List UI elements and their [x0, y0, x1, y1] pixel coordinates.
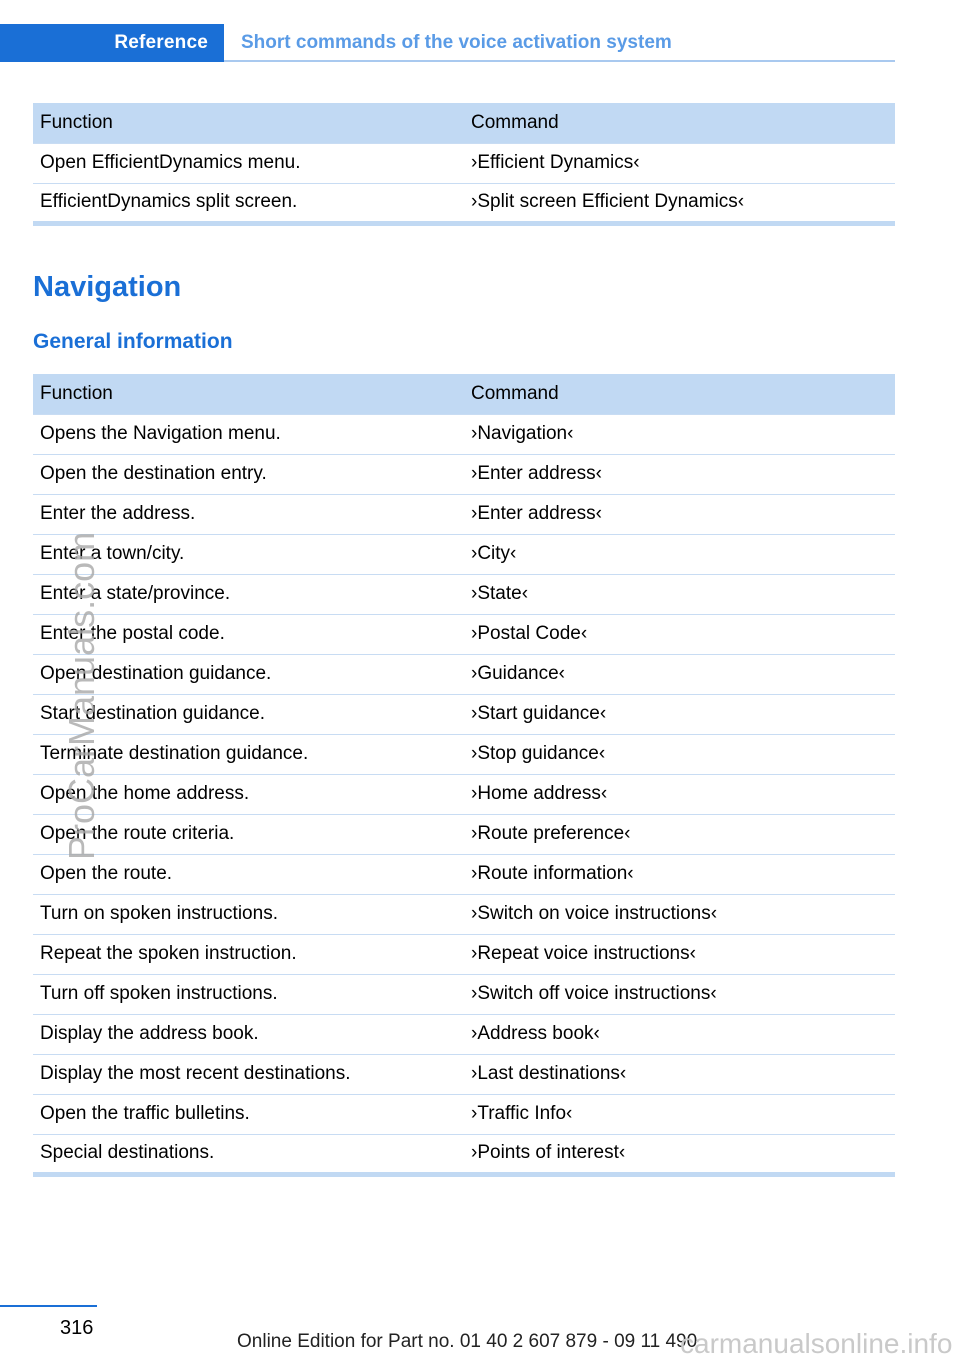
function-column-header: Function: [33, 374, 464, 414]
table-row: [33, 1054, 895, 1094]
table-row: [33, 183, 895, 223]
page-number: 316: [60, 1317, 94, 1339]
efficientdynamics-command-table: [33, 103, 895, 226]
table-row: [33, 143, 895, 183]
command-cell: ›Enter address‹: [464, 454, 895, 494]
watermark-text: ProCarManuals.com: [61, 531, 102, 860]
function-column-header: Function: [33, 103, 464, 143]
command-cell: ›State‹: [464, 574, 895, 614]
command-cell: ›Enter address‹: [464, 494, 895, 534]
site-watermark: carmanualsonline.info: [680, 1328, 953, 1359]
function-cell: Display the address book.: [33, 1014, 464, 1054]
table-row: [33, 854, 895, 894]
header-rule: [224, 60, 895, 62]
edition-note: Online Edition for Part no. 01 40 2 607 879 - 09 11 490: [237, 1331, 698, 1352]
function-cell: Special destinations.: [33, 1134, 464, 1174]
command-column-header: Command: [464, 374, 895, 414]
function-cell: EfficientDynamics split screen.: [33, 183, 464, 223]
function-cell: Opens the Navigation menu.: [33, 414, 464, 454]
command-cell: ›Postal Code‹: [464, 614, 895, 654]
table-header-row: [33, 374, 895, 414]
function-cell: Display the most recent destinations.: [33, 1054, 464, 1094]
section-subheading: General information: [33, 330, 233, 353]
table-row: [33, 734, 895, 774]
section-heading: Navigation: [33, 271, 182, 303]
function-cell: Open the traffic bulletins.: [33, 1094, 464, 1134]
function-cell: Open destination guidance.: [33, 654, 464, 694]
header-title: Short commands of the voice activation system: [241, 32, 672, 53]
function-cell: Enter a state/province.: [33, 574, 464, 614]
navigation-command-table: [33, 374, 895, 1177]
page-header: [0, 24, 895, 62]
table-row: [33, 654, 895, 694]
command-cell: ›Traffic Info‹: [464, 1094, 895, 1134]
function-cell: Repeat the spoken instruction.: [33, 934, 464, 974]
table-row: [33, 974, 895, 1014]
table-row: [33, 814, 895, 854]
command-cell: ›Stop guidance‹: [464, 734, 895, 774]
table-row: [33, 414, 895, 454]
table-row: [33, 534, 895, 574]
footer-rule: [0, 1305, 97, 1307]
command-cell: ›Navigation‹: [464, 414, 895, 454]
command-column-header: Command: [464, 103, 895, 143]
table-row: [33, 494, 895, 534]
watermark: [21, 531, 102, 860]
command-cell: ›Last destinations‹: [464, 1054, 895, 1094]
function-cell: Open the home address.: [33, 774, 464, 814]
function-cell: Enter a town/city.: [33, 534, 464, 574]
command-cell: ›Switch off voice instructions‹: [464, 974, 895, 1014]
table-row: [33, 934, 895, 974]
table-header-row: [33, 103, 895, 143]
command-cell: ›Efficient Dynamics‹: [464, 143, 895, 183]
table-row: [33, 694, 895, 734]
function-cell: Open the route criteria.: [33, 814, 464, 854]
command-cell: ›Route preference‹: [464, 814, 895, 854]
command-cell: ›Address book‹: [464, 1014, 895, 1054]
command-cell: ›Guidance‹: [464, 654, 895, 694]
function-cell: Enter the address.: [33, 494, 464, 534]
function-cell: Open the route.: [33, 854, 464, 894]
function-cell: Turn off spoken instructions.: [33, 974, 464, 1014]
command-cell: ›City‹: [464, 534, 895, 574]
command-cell: ›Start guidance‹: [464, 694, 895, 734]
command-cell: ›Route information‹: [464, 854, 895, 894]
table-row: [33, 574, 895, 614]
function-cell: Start destination guidance.: [33, 694, 464, 734]
table-row: [33, 614, 895, 654]
function-cell: Open EfficientDynamics menu.: [33, 143, 464, 183]
section-tab-label: Reference: [114, 32, 208, 53]
table-row: [33, 774, 895, 814]
function-cell: Terminate destination guidance.: [33, 734, 464, 774]
command-cell: ›Repeat voice instructions‹: [464, 934, 895, 974]
table-row: [33, 1014, 895, 1054]
table-row: [33, 454, 895, 494]
command-cell: ›Switch on voice instructions‹: [464, 894, 895, 934]
function-cell: Enter the postal code.: [33, 614, 464, 654]
command-cell: ›Points of interest‹: [464, 1134, 895, 1174]
table-row: [33, 1094, 895, 1134]
table-row: [33, 1134, 895, 1174]
table-row: [33, 894, 895, 934]
function-cell: Open the destination entry.: [33, 454, 464, 494]
function-cell: Turn on spoken instructions.: [33, 894, 464, 934]
command-cell: ›Home address‹: [464, 774, 895, 814]
command-cell: ›Split screen Efficient Dynamics‹: [464, 183, 895, 223]
section-tab: [0, 24, 224, 62]
